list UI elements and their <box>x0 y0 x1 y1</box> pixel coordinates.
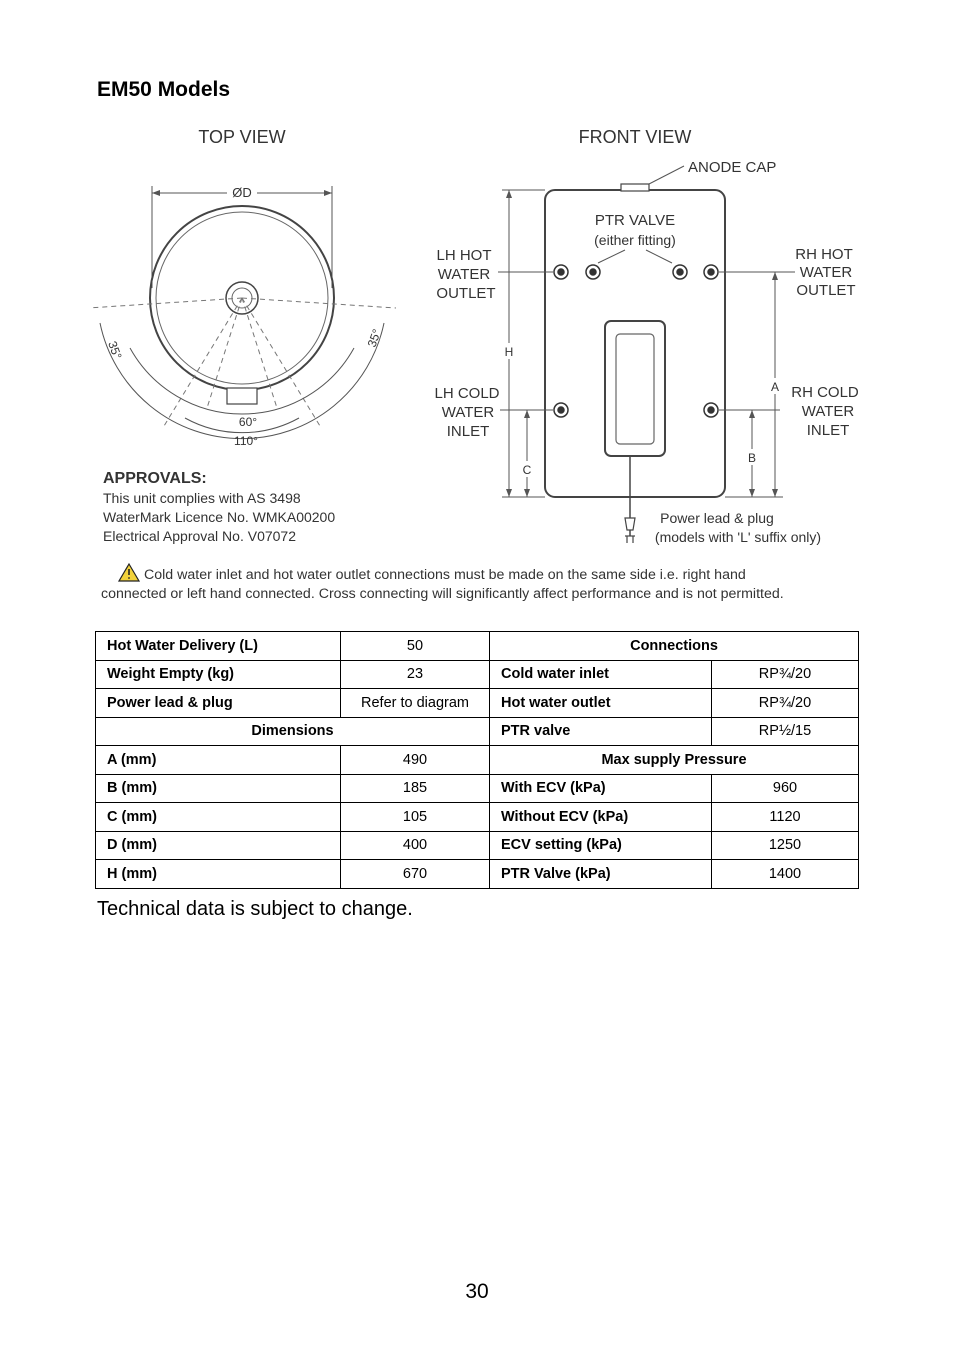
table-cell: 1400 <box>712 860 859 889</box>
anode-cap-label: ANODE CAP <box>688 159 777 176</box>
lh-cold-label-3: INLET <box>446 423 490 440</box>
max-supply-pressure-header: Max supply Pressure <box>490 746 859 775</box>
page-number: 30 <box>465 1280 489 1303</box>
table-row <box>96 746 859 775</box>
table-cell: RP¾/20 <box>712 689 859 718</box>
approval-line-1: This unit complies with AS 3498 <box>103 490 301 506</box>
angle-110-label: 110° <box>234 434 258 448</box>
dim-h-label: H <box>504 345 514 359</box>
lh-hot-label-3: OUTLET <box>436 285 496 302</box>
approval-line-3: Electrical Approval No. V07072 <box>103 528 296 544</box>
lh-cold-label-1: LH COLD <box>434 385 500 402</box>
table-cell: RP¾/20 <box>712 660 859 689</box>
table-row <box>96 717 859 746</box>
element-cover <box>605 321 665 456</box>
table-cell: Hot Water Delivery (L) <box>96 632 341 661</box>
rh-cold-label-1: RH COLD <box>791 384 859 401</box>
table-row <box>96 660 859 689</box>
table-row <box>96 632 859 661</box>
table-cell: A (mm) <box>96 746 341 775</box>
table-cell: 50 <box>341 632 490 661</box>
table-cell: Refer to diagram <box>341 689 490 718</box>
lh-hot-label-1: LH HOT <box>436 247 492 264</box>
table-row <box>96 774 859 803</box>
table-row <box>96 803 859 832</box>
table-cell: Weight Empty (kg) <box>96 660 341 689</box>
power-lead-label: Power lead & plug <box>660 510 774 526</box>
table-row <box>96 689 859 718</box>
rh-cold-label-3: INLET <box>806 422 850 439</box>
angle-right-label: 35° <box>364 327 385 350</box>
page-heading: EM50 Models <box>97 78 231 101</box>
table-cell: 23 <box>341 660 490 689</box>
table-cell: H (mm) <box>96 860 341 889</box>
specifications-table <box>95 631 859 889</box>
technical-note: Technical data is subject to change. <box>97 898 413 920</box>
table-cell: 490 <box>341 746 490 775</box>
rh-hot-label-1: RH HOT <box>795 246 853 263</box>
table-cell: ECV setting (kPa) <box>490 831 712 860</box>
power-lead-note: (models with 'L' suffix only) <box>654 529 822 545</box>
table-cell: 960 <box>712 774 859 803</box>
table-cell: 1250 <box>712 831 859 860</box>
top-view-title: TOP VIEW <box>198 127 286 147</box>
table-cell: 185 <box>341 774 490 803</box>
approval-line-2: WaterMark Licence No. WMKA00200 <box>103 509 336 525</box>
dim-c-label: C <box>522 463 532 477</box>
table-row <box>96 860 859 889</box>
connections-header: Connections <box>490 632 859 661</box>
angle-60-label: 60° <box>238 415 258 429</box>
rh-cold-label-2: WATER <box>801 403 855 420</box>
angle-left-label: 35° <box>105 339 125 362</box>
top-view <box>90 127 396 448</box>
lh-hot-label-2: WATER <box>437 266 491 283</box>
table-cell: Power lead & plug <box>96 689 341 718</box>
table-cell: 1120 <box>712 803 859 832</box>
table-cell: Cold water inlet <box>490 660 712 689</box>
table-cell: Without ECV (kPa) <box>490 803 712 832</box>
anode-cap <box>621 184 649 191</box>
rh-hot-label-3: OUTLET <box>796 282 856 299</box>
table-cell: PTR valve <box>490 717 712 746</box>
dim-a-label: A <box>770 380 780 394</box>
dim-b-label: B <box>747 451 757 465</box>
dimensions-header: Dimensions <box>96 717 490 746</box>
approvals-block <box>103 470 335 544</box>
front-view <box>434 127 858 545</box>
warning-line-1: Cold water inlet and hot water outlet connections must be made on the same side i.e. right hand <box>144 567 746 583</box>
table-cell: With ECV (kPa) <box>490 774 712 803</box>
ptr-valve-label: PTR VALVE <box>594 212 676 229</box>
table-row <box>96 831 859 860</box>
ptr-valve-note: (either fitting) <box>594 232 676 248</box>
table-cell: 105 <box>341 803 490 832</box>
plug-icon <box>625 518 635 530</box>
table-cell: D (mm) <box>96 831 341 860</box>
warning-note <box>101 564 784 602</box>
table-cell: C (mm) <box>96 803 341 832</box>
lh-cold-label-2: WATER <box>441 404 495 421</box>
table-cell: RP½/15 <box>712 717 859 746</box>
warning-line-2: connected or left hand connected. Cross connecting will significantly affect performance and is not permitted. <box>101 586 784 602</box>
diameter-label: ØD <box>232 185 252 200</box>
water-heater-diagram <box>90 118 870 608</box>
table-cell: 670 <box>341 860 490 889</box>
rh-hot-label-2: WATER <box>799 264 853 281</box>
table-cell: 400 <box>341 831 490 860</box>
table-cell: B (mm) <box>96 774 341 803</box>
front-view-title: FRONT VIEW <box>578 127 692 147</box>
approvals-title: APPROVALS: <box>103 470 207 487</box>
table-cell: Hot water outlet <box>490 689 712 718</box>
table-cell: PTR Valve (kPa) <box>490 860 712 889</box>
